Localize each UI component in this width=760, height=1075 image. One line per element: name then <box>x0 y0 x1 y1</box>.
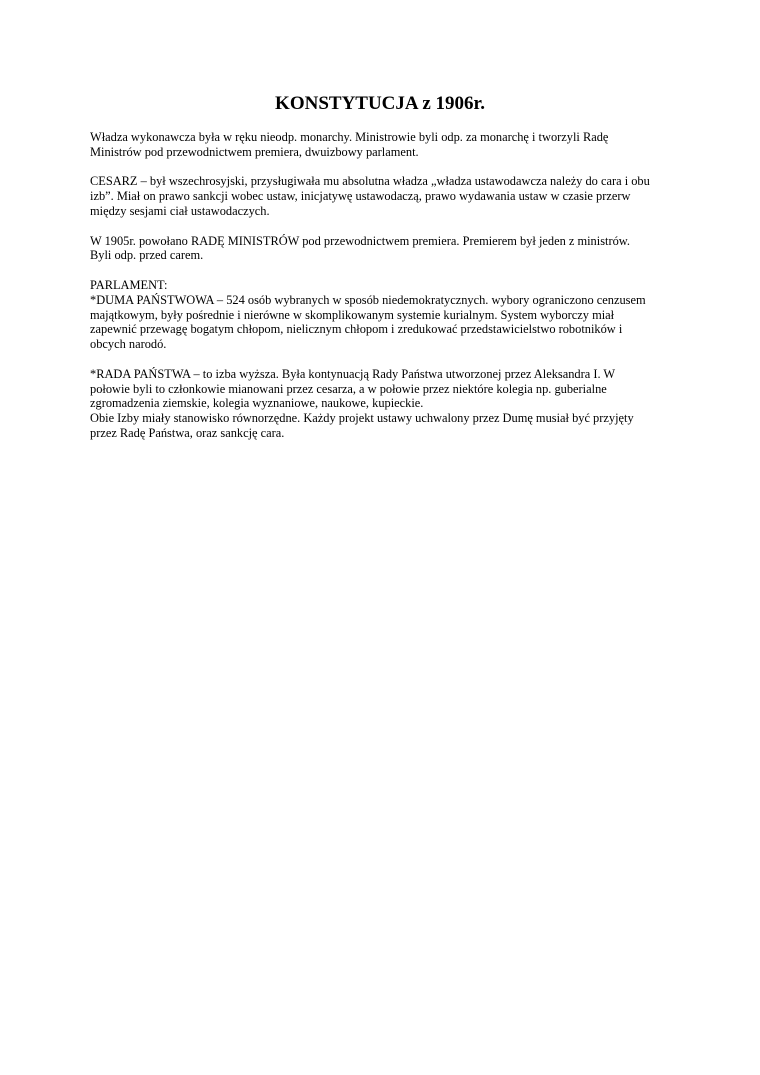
text-line: *DUMA PAŃSTWOWA – 524 osób wybranych w sposób niedemokratycznych. wybory ograniczono cenzusem <box>90 292 646 307</box>
document-content <box>90 92 670 441</box>
text-line: Władza wykonawcza była w ręku nieodp. monarchy. Ministrowie byli odp. za monarchę i tworzyli Radę <box>90 130 609 144</box>
text-line: Ministrów pod przewodnictwem premiera, dwuizbowy parlament. <box>90 144 419 159</box>
text-line: izb”. Miał on prawo sankcji wobec ustaw, inicjatywę ustawodaczą, prawo wydawania ustaw w czasie przerw <box>90 189 631 204</box>
paragraph-state-council <box>90 367 670 441</box>
text-line: Obie Izby miały stanowisko równorzędne. Każdy projekt ustawy uchwalony przez Dumę musiał być przyjęty <box>90 411 634 426</box>
text-line: *RADA PAŃSTWA – to izba wyższa. Była kontynuacją Rady Państwa utworzonej przez Aleksandra I. W <box>90 366 616 381</box>
text-line: Byli odp. przed carem. <box>90 248 204 263</box>
text-line: obcych narodó. <box>90 337 167 352</box>
paragraph-executive-power <box>90 130 670 160</box>
text-line: zapewnić przewagę bogatym chłopom, nielicznym chłopom i zredukować przedstawicielstwo robotników i <box>90 322 623 337</box>
text-line: CESARZ – był wszechrosyjski, przysługiwała mu absolutna władza „władza ustawodawcza należy do cara i obu <box>90 174 650 189</box>
text-line: majątkowym, były pośrednie i nierówne w skomplikowanym systemie kurialnym. System wyborczy miał <box>90 307 615 322</box>
paragraph-council-of-ministers <box>90 234 670 264</box>
text-line: zgromadzenia ziemskie, kolegia wyznaniowe, naukowe, kupieckie. <box>90 396 424 411</box>
text-line: W 1905r. powołano RADĘ MINISTRÓW pod przewodnictwem premiera. Premierem był jeden z ministrów. <box>90 233 631 248</box>
paragraph-emperor <box>90 174 670 218</box>
text-line: przez Radę Państwa, oraz sankcję cara. <box>90 425 285 440</box>
paragraph-parliament-duma <box>90 278 670 352</box>
document-title: KONSTYTUCJA z 1906r. <box>275 93 485 114</box>
text-line: połowie byli to członkowie mianowani przez cesarza, a w połowie przez niektóre kolegia np. guberialne <box>90 381 607 396</box>
text-line: między sesjami ciał ustawodaczych. <box>90 203 270 218</box>
text-line: PARLAMENT: <box>90 277 168 292</box>
